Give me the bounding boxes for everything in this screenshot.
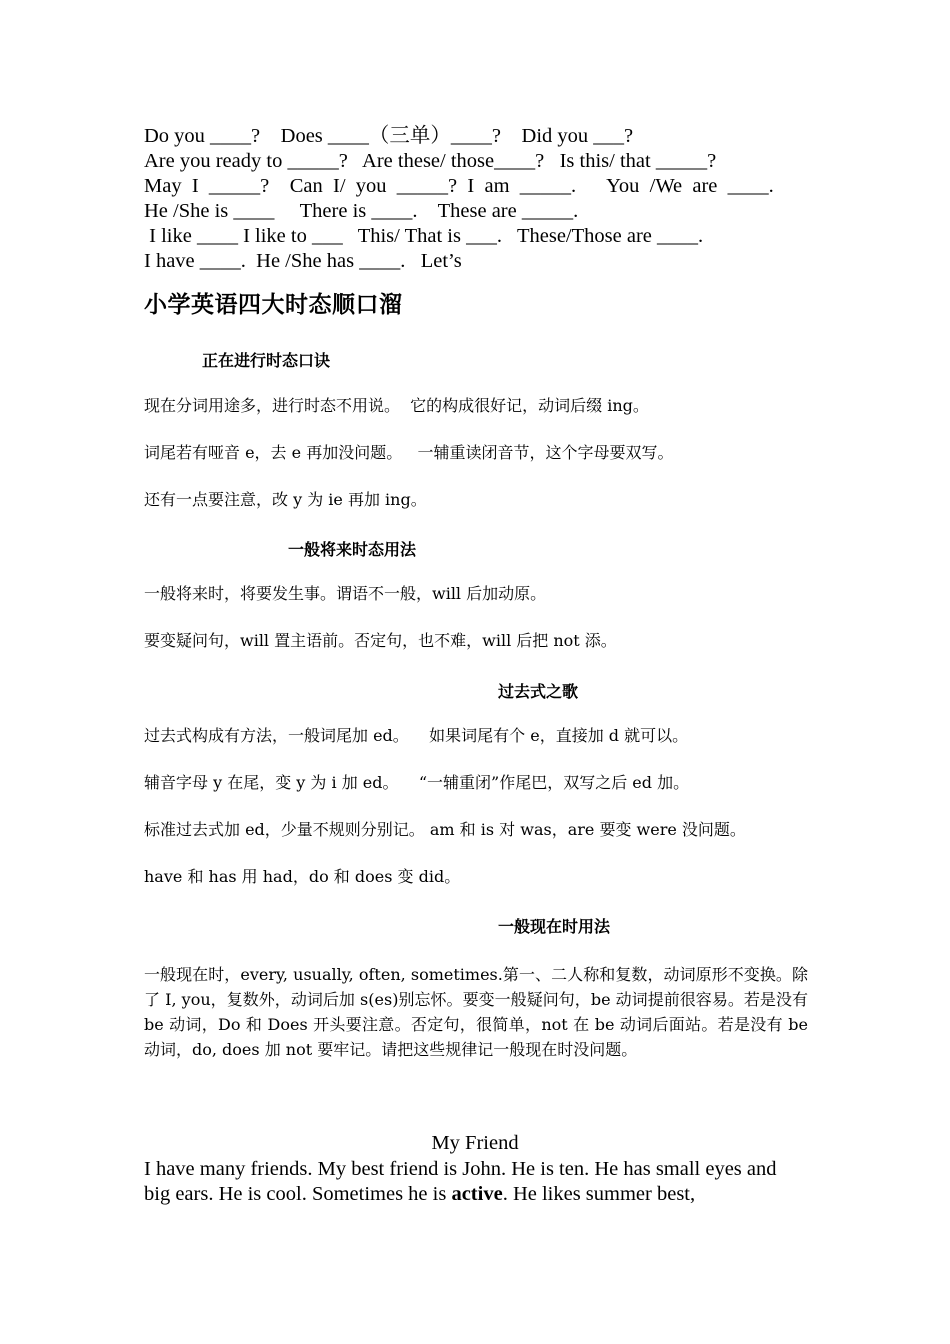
essay-text-end: . He likes summer best, xyxy=(502,1183,696,1205)
past-line-4: have 和 has 用 had，do 和 does 变 did。 xyxy=(144,867,461,886)
future-line-2: 要变疑问句，will 置主语前。否定句，也不难，will 后把 not 添。 xyxy=(144,631,617,650)
future-line-1: 一般将来时，将要发生事。谓语不一般，will 后加动原。 xyxy=(144,584,547,603)
sentence-line-1: Do you ____? Does ____（三单）____? Did you ___? xyxy=(144,125,634,147)
progressive-line-2: 词尾若有哑音 e，去 e 再加没问题。 一辅重读闭音节，这个字母要双写。 xyxy=(144,443,674,462)
section-heading-progressive: 正在进行时态口诀 xyxy=(202,351,331,370)
section-heading-future: 一般将来时态用法 xyxy=(288,540,417,559)
sentence-line-3: May I _____? Can I/ you _____? I am _____. You /We are ____. xyxy=(144,175,774,197)
past-line-1: 过去式构成有方法，一般词尾加 ed。 如果词尾有个 e，直接加 d 就可以。 xyxy=(144,726,689,745)
section-heading-past: 过去式之歌 xyxy=(498,682,579,701)
past-line-2: 辅音字母 y 在尾，变 y 为 i 加 ed。 “一辅重闭”作尾巴，双写之后 ed 加。 xyxy=(144,773,690,792)
essay-text xyxy=(144,1157,784,1207)
section-heading-present: 一般现在时用法 xyxy=(498,917,611,936)
essay-title: My Friend xyxy=(431,1132,519,1154)
sentence-line-2: Are you ready to _____? Are these/ those____? Is this/ that _____? xyxy=(144,150,717,172)
main-title: 小学英语四大时态顺口溜 xyxy=(144,292,403,318)
essay-text-start: I have many friends. My best friend is John. He is ten. He has small eyes and big ears. He is cool. Sometimes he is xyxy=(144,1158,777,1205)
progressive-line-1: 现在分词用途多，进行时态不用说。 它的构成很好记，动词后缀 ing。 xyxy=(144,396,649,415)
sentence-line-4: He /She is ____ There is ____. These are _____. xyxy=(144,200,579,222)
progressive-line-3: 还有一点要注意，改 y 为 ie 再加 ing。 xyxy=(144,490,427,509)
present-paragraph: 一般现在时，every, usually, often, sometimes.第一、二人称和复数，动词原形不变换。除了 I, you，复数外，动词后加 s(es)别忘怀。要变一般疑问句，be 动词提前很容易。若是没有 be 动词，Do 和 Does 开头要注意。否定句，很简单，not 在 be 动词后面站。若是没有 be 动词，do, does 加 not 要牢记。请把这些规律记一般现在时没问题。 xyxy=(144,965,808,1059)
essay-bold-word: active xyxy=(451,1183,503,1205)
sentence-line-6: I have ____. He /She has ____. Let’s xyxy=(144,250,462,272)
sentence-line-5: I like ____ I like to ___ This/ That is ___. These/Those are ____. xyxy=(144,225,704,247)
past-line-3: 标准过去式加 ed，少量不规则分别记。 am 和 is 对 was，are 要变 were 没问题。 xyxy=(144,820,746,839)
